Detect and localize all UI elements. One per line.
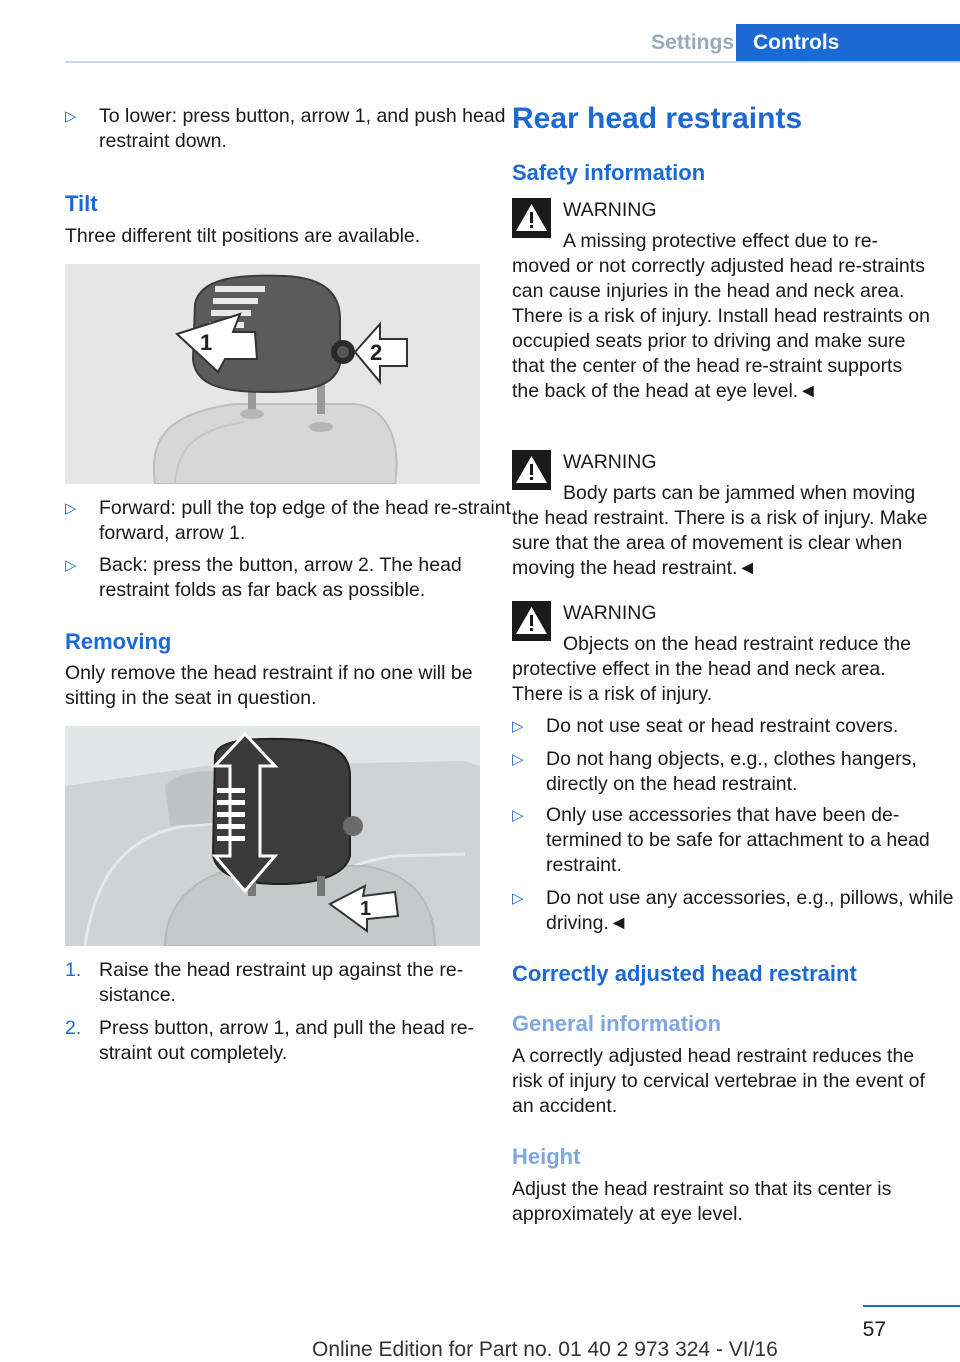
warning-label: WARNING [563, 602, 657, 624]
warning-bullet-3-text: Only use accessories that have been de‐termined to be safe for attachment to a head restraint. [546, 804, 930, 876]
warning-3 [512, 601, 932, 707]
warning-triangle-icon [512, 601, 551, 641]
lower-text: To lower: press button, arrow 1, and push head restraint down. [99, 105, 506, 152]
bullet-marker-icon: ▷ [65, 500, 77, 517]
page-number: 57 [862, 1318, 886, 1341]
bullet-marker-icon: ▷ [512, 807, 524, 824]
warning-bullet-1-text: Do not use seat or head restraint covers. [546, 715, 899, 737]
warning-3-text: protective effect in the head and neck area. There is a risk of injury. [512, 658, 886, 705]
img1-label-1: 1 [200, 330, 213, 355]
step-number: 2. [65, 1017, 82, 1039]
warning-bullet-3 [512, 803, 960, 878]
warning-1-first-line: A missing protective effect due to re‐ [563, 230, 879, 252]
bullet-marker-icon: ▷ [65, 557, 77, 574]
warning-bullet-4-text: Do not use any accessories, e.g., pillows, while driving.◄ [546, 887, 954, 934]
warning-bullet-4 [512, 886, 960, 936]
step-number: 1. [65, 959, 82, 981]
warning-triangle-icon [512, 198, 551, 238]
img1-label-2: 2 [370, 340, 383, 365]
warning-2-text: the head restraint. There is a risk of injury. Make sure that the area of movement is clear when moving the head restraint.◄ [512, 507, 928, 579]
lower-bullet [65, 104, 514, 154]
removing-step-2 [65, 1016, 514, 1066]
warning-1-text: moved or not correctly adjusted head re‐straints can cause injuries in the head and neck area. There is a risk of injury. Install head restraints on occupied seats prior to driving and make sure that the center of the head re‐straint supports the back of the head at eye level.◄ [512, 255, 930, 402]
warning-triangle-icon [512, 450, 551, 490]
headrest-removal-illustration [65, 726, 480, 946]
warning-bullet-2 [512, 747, 960, 797]
bullet-marker-icon: ▷ [65, 108, 77, 125]
header-section: Settings [651, 31, 734, 54]
general-heading: General information [512, 1011, 722, 1036]
tilt-text: Three different tilt positions are available. [65, 225, 421, 247]
footer-rule [863, 1305, 960, 1307]
tilt-bullet-1-text: Forward: pull the top edge of the head re‐straint forward, arrow 1. [99, 497, 511, 544]
header-chapter-tab[interactable]: Controls [736, 24, 960, 62]
tilt-bullet-2-text: Back: press the button, arrow 2. The head restraint folds as far back as possible. [99, 554, 462, 601]
adjusted-heading: Correctly adjusted head restraint [512, 961, 857, 986]
warning-label: WARNING [563, 451, 657, 473]
warning-1 [512, 198, 932, 404]
removing-step-1 [65, 958, 514, 1008]
height-text: Adjust the head restraint so that its center is approximately at eye level. [512, 1178, 892, 1225]
tilt-bullet-1 [65, 496, 514, 546]
bullet-marker-icon: ▷ [512, 751, 524, 768]
height-heading: Height [512, 1144, 581, 1169]
warning-2-first-line: Body parts can be jammed when moving [563, 482, 916, 504]
safety-heading: Safety information [512, 160, 706, 185]
removing-heading: Removing [65, 629, 172, 654]
bullet-marker-icon: ▷ [512, 718, 524, 735]
warning-3-first-line: Objects on the head restraint reduce the [563, 633, 911, 655]
warning-bullet-2-text: Do not hang objects, e.g., clothes hangers, directly on the head restraint. [546, 748, 917, 795]
removing-step-1-text: Raise the head restraint up against the re‐sistance. [99, 959, 464, 1006]
headrest-tilt-illustration [65, 264, 480, 484]
bullet-marker-icon: ▷ [512, 890, 524, 907]
rear-head-restraints-title: Rear head restraints [512, 102, 803, 135]
warning-2 [512, 450, 932, 581]
general-text: A correctly adjusted head restraint reduces the risk of injury to cervical vertebrae in the event of an accident. [512, 1045, 925, 1117]
img2-label-1: 1 [360, 898, 372, 920]
tilt-heading: Tilt [65, 191, 98, 216]
removing-text: Only remove the head restraint if no one will be sitting in the seat in question. [65, 662, 473, 709]
edition-text: Online Edition for Part no. 01 40 2 973 324 - VI/16 [312, 1338, 778, 1361]
tilt-bullet-2 [65, 553, 514, 603]
header-rule [65, 61, 960, 63]
removing-step-2-text: Press button, arrow 1, and pull the head re‐straint out completely. [99, 1017, 475, 1064]
warning-bullet-1 [512, 714, 960, 739]
warning-label: WARNING [563, 199, 657, 221]
